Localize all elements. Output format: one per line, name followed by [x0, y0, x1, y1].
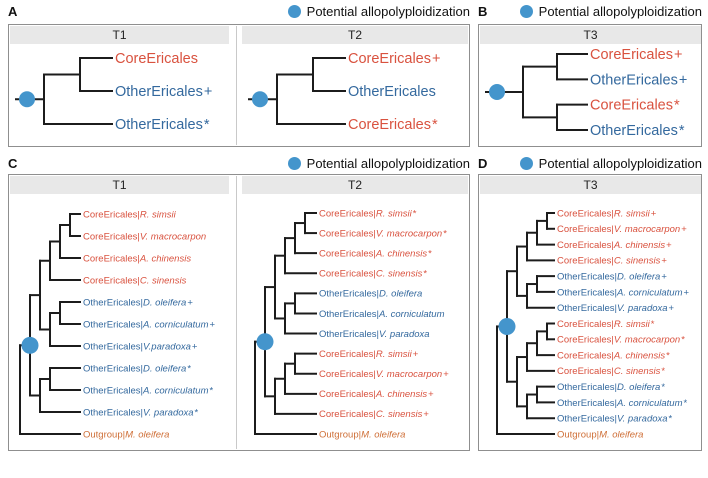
tip-label: CoreEricales|C. sinensis* — [557, 366, 666, 378]
tip-label: OtherEricales|D. oleifera* — [557, 381, 666, 393]
tip-label: CoreEricales* — [348, 117, 438, 134]
tip-label: CoreEricales|R. simsii* — [557, 318, 655, 330]
tip-label: CoreEricales|C. sinensis+ — [319, 409, 429, 421]
tree-c-t1 — [10, 195, 237, 451]
panel-d-letter: D — [478, 155, 488, 171]
allopolyploidization-node-dot-icon — [252, 91, 268, 107]
tip-label: CoreEricales|C. sinensis+ — [557, 255, 667, 267]
allopolyploidization-node-dot-icon — [19, 91, 35, 107]
tip-label: Outgroup|M. oleifera — [557, 429, 644, 441]
allopolyploidization-dot-icon — [288, 157, 301, 170]
tip-label: CoreEricales|V. macrocarpon* — [557, 334, 685, 346]
tip-label: CoreEricales|A. chinensis — [83, 253, 192, 265]
tip-label: CoreEricales+ — [348, 51, 441, 68]
tip-label: OtherEricales — [348, 84, 436, 101]
tip-label: OtherEricales|V.paradoxa+ — [83, 341, 198, 353]
tip-label: OtherEricales|V. paradoxa* — [83, 407, 199, 419]
panel-d-header-row — [478, 154, 702, 172]
tip-label: OtherEricales|V. paradoxa — [319, 328, 430, 340]
tip-label: CoreEricales|A. chinensis* — [557, 350, 670, 362]
allopolyploidization-dot-icon — [520, 157, 533, 170]
allopolyploidization-node-dot-icon — [257, 333, 274, 350]
panel-c-box — [8, 174, 470, 451]
panel-b-box — [478, 24, 702, 147]
tip-label: CoreEricales|R. simsii — [83, 209, 176, 221]
column-header-t1: T1 — [10, 26, 229, 44]
tip-label: CoreEricales|R. simsii* — [319, 208, 417, 220]
column-header-t1: T1 — [10, 176, 229, 194]
allopolyploidization-node-dot-icon — [22, 337, 39, 354]
tip-label: OtherEricales|A. corniculatum* — [83, 385, 214, 397]
allopolyploidization-dot-icon — [520, 5, 533, 18]
tip-label: OtherEricales|A. corniculatum — [319, 308, 445, 320]
tip-label: CoreEricales|A. chinensis+ — [557, 239, 672, 251]
panel-b-letter: B — [478, 3, 488, 19]
legend-a — [288, 4, 470, 19]
panel-a-header-row — [8, 2, 470, 20]
tip-label: OtherEricales|D. oleifera — [319, 288, 423, 300]
tip-label: CoreEricales|V. macrocarpon* — [319, 228, 447, 240]
tree-a-t1 — [10, 45, 237, 146]
tip-label: CoreEricales|C. sinensis* — [319, 268, 428, 280]
allopolyploidization-node-dot-icon — [489, 84, 505, 100]
legend-c — [288, 156, 470, 171]
legend-label: Potential allopolyploidization — [306, 3, 470, 19]
tip-label: CoreEricales|A. chinensis+ — [319, 389, 434, 401]
tip-label: CoreEricales* — [590, 97, 680, 114]
panel-a-letter: A — [8, 3, 18, 19]
tip-label: OtherEricales|A. corniculatum* — [557, 397, 688, 409]
legend-label: Potential allopolyploidization — [306, 155, 470, 171]
tip-label: OtherEricales+ — [115, 84, 213, 101]
allopolyploidization-node-dot-icon — [499, 318, 516, 335]
tip-label: OtherEricales|A. corniculatum+ — [557, 287, 690, 299]
tip-label: CoreEricales — [115, 51, 198, 68]
tip-label: CoreEricales|V. macrocarpon+ — [319, 369, 449, 381]
tip-label: OtherEricales|D. oleifera+ — [83, 297, 193, 309]
column-header-t3: T3 — [480, 26, 701, 44]
tip-label: CoreEricales|V. macrocarpon — [83, 231, 207, 243]
legend-label: Potential allopolyploidization — [538, 155, 702, 171]
tip-label: OtherEricales* — [115, 117, 210, 134]
tip-label: CoreEricales+ — [590, 47, 683, 64]
allopolyploidization-dot-icon — [288, 5, 301, 18]
tree-a-t2 — [243, 45, 469, 146]
tip-label: OtherEricales|D. oleifera+ — [557, 271, 667, 283]
panel-a-box — [8, 24, 470, 147]
column-header-t2: T2 — [242, 26, 468, 44]
tree-d-t3 — [480, 195, 702, 451]
tip-label: Outgroup|M. oleifera — [319, 429, 406, 441]
tip-label: OtherEricales+ — [590, 72, 688, 89]
legend-label: Potential allopolyploidization — [538, 3, 702, 19]
tip-label: CoreEricales|R. simsii+ — [557, 208, 657, 220]
tip-label: OtherEricales|A. corniculatum+ — [83, 319, 216, 331]
panel-c-header-row — [8, 154, 470, 172]
panel-d-box — [478, 174, 702, 451]
tip-label: OtherEricales|V. paradoxa+ — [557, 303, 675, 315]
legend-b — [520, 4, 702, 19]
tip-label: CoreEricales|R. simsii+ — [319, 348, 419, 360]
legend-d — [520, 156, 702, 171]
tip-label: OtherEricales* — [590, 123, 685, 140]
tip-label: CoreEricales|C. sinensis — [83, 275, 187, 287]
column-header-t2: T2 — [242, 176, 468, 194]
panel-c-letter: C — [8, 155, 18, 171]
tip-label: OtherEricales|D. oleifera* — [83, 363, 192, 375]
tip-label: CoreEricales|A. chinensis* — [319, 248, 432, 260]
column-header-t3: T3 — [480, 176, 701, 194]
panel-b-header-row — [478, 2, 702, 20]
tip-label: CoreEricales|V. macrocarpon+ — [557, 224, 687, 236]
tip-label: OtherEricales|V. paradoxa* — [557, 413, 673, 425]
tree-c-t2 — [243, 195, 469, 451]
tree-b-t3 — [480, 45, 702, 146]
tip-label: Outgroup|M. oleifera — [83, 429, 170, 441]
